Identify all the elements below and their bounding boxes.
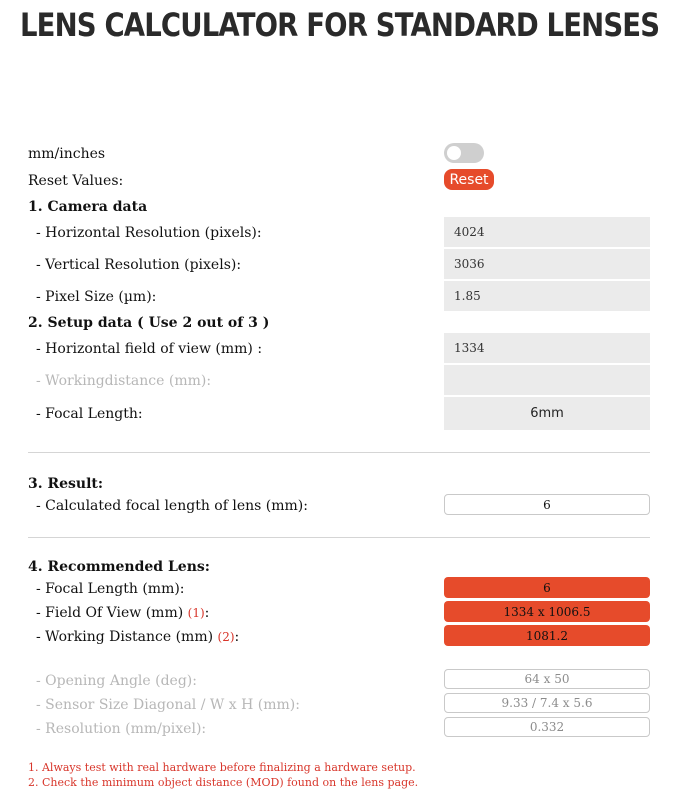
- toggle-knob: [447, 146, 461, 160]
- rec-wd-value: 1081.2: [444, 625, 650, 646]
- camera-data-heading: 1. Camera data: [28, 199, 148, 215]
- rec-focal-value: 6: [444, 577, 650, 598]
- opening-angle-value: 64 x 50: [444, 669, 650, 689]
- rec-fov-text: - Field Of View (mm): [36, 605, 184, 621]
- hfov-label: - Horizontal field of view (mm) :: [36, 341, 263, 357]
- calc-focal-output: 6: [444, 494, 650, 515]
- resolution-value: 0.332: [444, 717, 650, 737]
- rec-focal-label: - Focal Length (mm):: [36, 581, 185, 597]
- page-title: LENS CALCULATOR FOR STANDARD LENSES: [20, 6, 660, 44]
- footnote-ref-2: (2): [217, 630, 235, 644]
- divider: [28, 452, 650, 453]
- setup-data-heading: 2. Setup data ( Use 2 out of 3 ): [28, 315, 270, 331]
- pixel-size-label: - Pixel Size (µm):: [36, 289, 157, 305]
- recommended-heading: 4. Recommended Lens:: [28, 559, 210, 575]
- hres-input[interactable]: 4024: [444, 217, 650, 247]
- rec-fov-label: [36, 604, 209, 622]
- focal-length-label: - Focal Length:: [36, 406, 143, 422]
- footnote-2: 2. Check the minimum object distance (MOD) found on the lens page.: [28, 776, 419, 789]
- opening-angle-label: - Opening Angle (deg):: [36, 673, 197, 689]
- reset-button[interactable]: Reset: [444, 169, 494, 190]
- result-heading: 3. Result:: [28, 476, 104, 492]
- sensor-size-label: - Sensor Size Diagonal / W x H (mm):: [36, 697, 300, 713]
- rec-fov-colon: :: [204, 605, 210, 621]
- rec-wd-label: [36, 628, 239, 646]
- working-distance-input[interactable]: [444, 365, 650, 395]
- vres-label: - Vertical Resolution (pixels):: [36, 257, 242, 273]
- hres-label: - Horizontal Resolution (pixels):: [36, 225, 262, 241]
- calc-focal-label: - Calculated focal length of lens (mm):: [36, 498, 308, 514]
- units-toggle-label: mm/inches: [28, 146, 106, 162]
- reset-label: Reset Values:: [28, 173, 124, 189]
- focal-length-select[interactable]: 6mm: [444, 397, 650, 430]
- divider: [28, 537, 650, 538]
- resolution-label: - Resolution (mm/pixel):: [36, 721, 207, 737]
- rec-fov-value: 1334 x 1006.5: [444, 601, 650, 622]
- rec-wd-colon: :: [234, 629, 240, 645]
- hfov-input[interactable]: 1334: [444, 333, 650, 363]
- sensor-size-value: 9.33 / 7.4 x 5.6: [444, 693, 650, 713]
- pixel-size-input[interactable]: 1.85: [444, 281, 650, 311]
- rec-wd-text: - Working Distance (mm): [36, 629, 214, 645]
- working-distance-label: - Workingdistance (mm):: [36, 373, 212, 389]
- footnote-ref-1: (1): [187, 606, 205, 620]
- vres-input[interactable]: 3036: [444, 249, 650, 279]
- footnote-1: 1. Always test with real hardware before finalizing a hardware setup.: [28, 761, 416, 774]
- units-toggle[interactable]: [444, 143, 484, 163]
